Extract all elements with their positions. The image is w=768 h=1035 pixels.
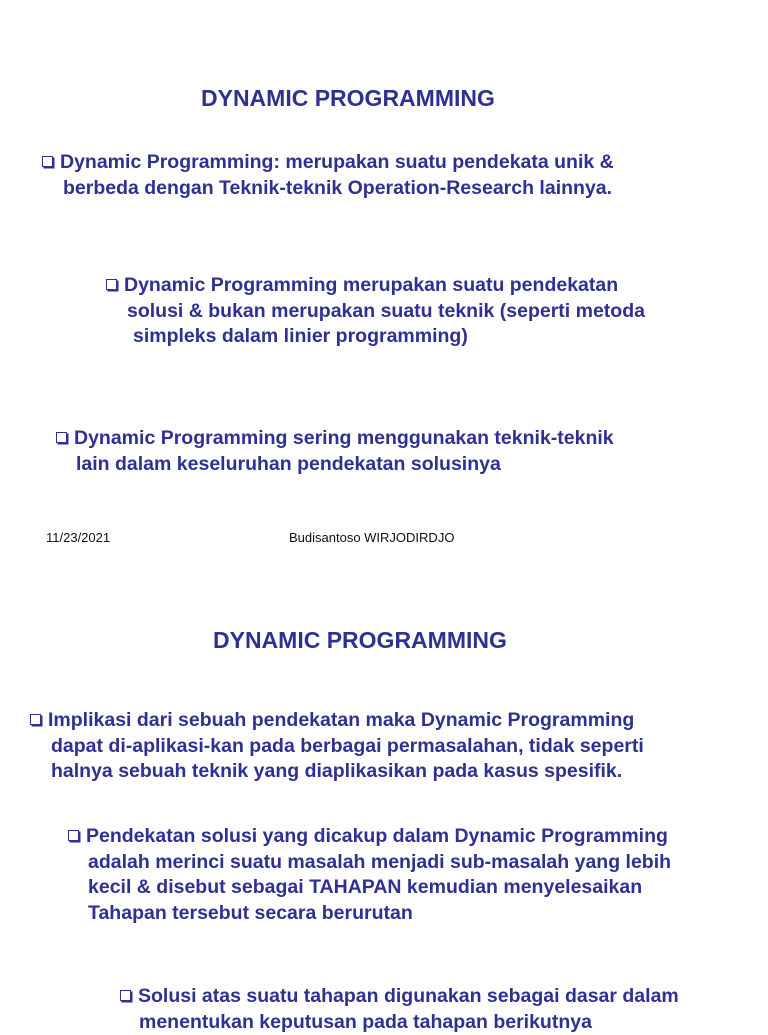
hollow-square-bullet-icon bbox=[68, 830, 79, 841]
hollow-square-bullet-icon bbox=[56, 432, 67, 443]
footer-author: Budisantoso WIRJODIRDJO bbox=[289, 530, 454, 545]
bullet-text: lain dalam keseluruhan pendekatan solusinya bbox=[76, 452, 614, 478]
hollow-square-bullet-icon bbox=[120, 990, 131, 1001]
bullet-text: kecil & disebut sebagai TAHAPAN kemudian menyelesaikan bbox=[88, 875, 671, 901]
hollow-square-bullet-icon bbox=[42, 156, 53, 167]
bullet-text: Tahapan tersebut secara berurutan bbox=[88, 901, 671, 927]
bullet-item bbox=[56, 426, 614, 477]
hollow-square-bullet-icon bbox=[30, 714, 41, 725]
slide-2 bbox=[0, 580, 768, 1024]
footer-date: 11/23/2021 bbox=[46, 530, 110, 545]
bullet-text: Dynamic Programming merupakan suatu pendekatan bbox=[124, 274, 618, 296]
bullet-text: Solusi atas suatu tahapan digunakan sebagai dasar dalam bbox=[138, 985, 679, 1007]
bullet-text: adalah merinci suatu masalah menjadi sub-masalah yang lebih bbox=[88, 850, 671, 876]
bullet-text: dapat di-aplikasi-kan pada berbagai permasalahan, tidak seperti bbox=[51, 734, 644, 760]
bullet-item bbox=[68, 824, 671, 926]
bullet-item bbox=[30, 708, 644, 785]
bullet-text: Implikasi dari sebuah pendekatan maka Dynamic Programming bbox=[48, 709, 634, 731]
bullet-text: Pendekatan solusi yang dicakup dalam Dynamic Programming bbox=[86, 825, 668, 847]
bullet-item bbox=[120, 984, 679, 1035]
hollow-square-bullet-icon bbox=[106, 279, 117, 290]
bullet-text: menentukan keputusan pada tahapan berikutnya bbox=[139, 1010, 679, 1035]
bullet-text: simpleks dalam linier programming) bbox=[133, 324, 645, 350]
bullet-text: Dynamic Programming: merupakan suatu pendekata unik & bbox=[60, 151, 614, 173]
bullet-text: solusi & bukan merupakan suatu teknik (seperti metoda bbox=[127, 299, 645, 325]
slide-title: DYNAMIC PROGRAMMING bbox=[213, 627, 507, 654]
bullet-item bbox=[106, 273, 645, 350]
slide-title: DYNAMIC PROGRAMMING bbox=[201, 85, 495, 112]
bullet-text: halnya sebuah teknik yang diaplikasikan pada kasus spesifik. bbox=[51, 759, 644, 785]
bullet-text: Dynamic Programming sering menggunakan teknik-teknik bbox=[74, 427, 614, 449]
bullet-item bbox=[42, 150, 614, 201]
bullet-text: berbeda dengan Teknik-teknik Operation-Research lainnya. bbox=[63, 176, 614, 202]
